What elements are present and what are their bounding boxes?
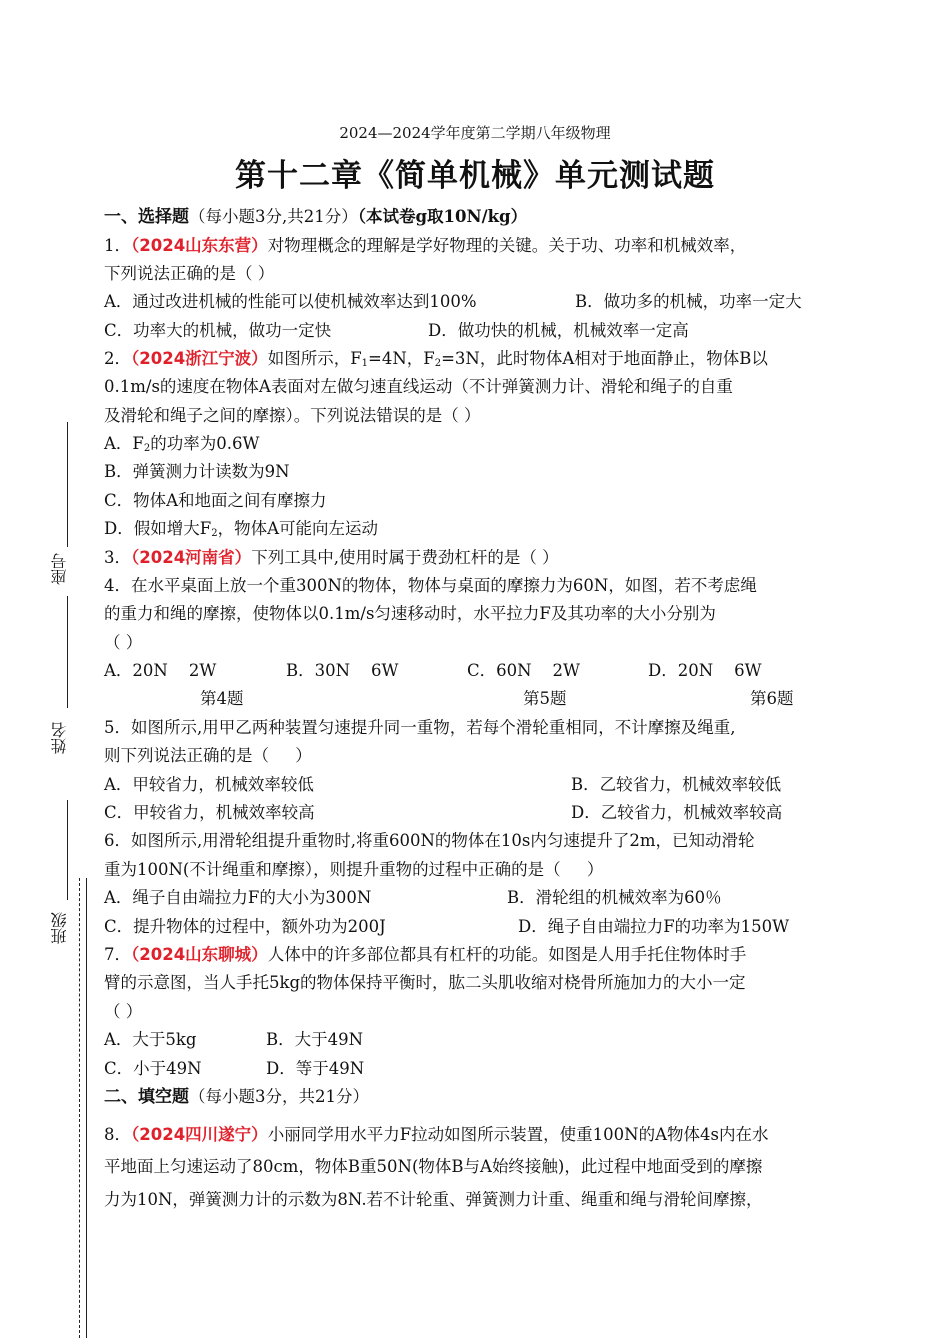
q1-option-d: D．做功快的机械，机械效率一定高	[428, 321, 689, 340]
exam-subtitle: 2024—2024学年度第二学期八年级物理	[339, 124, 611, 142]
q2-number: 2．	[104, 349, 131, 368]
q3-line	[104, 548, 559, 568]
q5-option-c: C．甲较省力，机械效率较高	[104, 803, 315, 822]
q1-line1	[104, 236, 746, 256]
q3-number: 3．	[104, 548, 131, 567]
q7-source: （2024山东聊城）	[131, 945, 268, 964]
q6-option-d: D．绳子自由端拉力F的功率为150W	[518, 917, 790, 936]
q6-option-a: A．绳子自由端拉力F的大小为300N	[104, 888, 372, 907]
q1-option-a: A．通过改进机械的性能可以使机械效率达到100%	[104, 292, 477, 311]
q2-option-a	[104, 434, 259, 459]
section2-heading	[104, 1087, 369, 1107]
q2-d-text1: D．假如增大F	[104, 519, 212, 538]
section1-extra: （本试卷g取10N/kg）	[357, 207, 528, 226]
figure5-caption: 第5题	[523, 689, 567, 708]
q7-option-c: C．小于49N	[104, 1059, 202, 1078]
q2-sub2: 2	[434, 358, 442, 369]
q4-line3: （ ）	[104, 633, 143, 652]
q4-option-c: C．60N 2W	[467, 661, 580, 680]
margin-line-seat-name	[67, 596, 68, 708]
q8-source: （2024四川遂宁）	[131, 1125, 268, 1144]
q7-option-b: B．大于49N	[266, 1030, 364, 1049]
q8-line2: 平地面上匀速运动了80cm，物体B重50N(物体B与A始终接触)，此过程中地面受到的摩擦	[104, 1157, 763, 1176]
q8-text1: 小丽同学用水平力F拉动如图所示装置，使重100N的A物体4s内在水	[267, 1125, 769, 1144]
q1-source: （2024山东东营）	[131, 236, 268, 255]
q6-option-c: C．提升物体的过程中，额外功为200J	[104, 917, 386, 936]
q5-line2: 则下列说法正确的是（ ）	[104, 746, 312, 765]
q4-line2: 的重力和绳的摩擦，使物体以0.1m/s匀速移动时，水平拉力F及其功率的大小分别为	[104, 604, 716, 623]
q1-line2: 下列说法正确的是（ ）	[104, 264, 275, 283]
q4-option-b: B．30N 6W	[286, 661, 399, 680]
q1-number: 1．	[104, 236, 131, 255]
section1-title: 一、选择题	[104, 207, 189, 227]
q5-option-d: D．乙较省力，机械效率较高	[571, 803, 783, 822]
q3-text: 下列工具中,使用时属于费劲杠杆的是（ ）	[251, 548, 559, 567]
q2-option-c: C．物体A和地面之间有摩擦力	[104, 491, 327, 510]
seat-label: 座号	[50, 553, 69, 585]
q2-a-sub: 2	[143, 443, 151, 454]
binding-solid-line	[86, 878, 87, 1338]
q5-option-b: B．乙较省力，机械效率较低	[571, 775, 782, 794]
q2-text1b: =4N，F	[368, 349, 435, 368]
q5-option-a: A．甲较省力，机械效率较低	[104, 775, 314, 794]
q5-line1: 5．如图所示,用甲乙两种装置匀速提升同一重物，若每个滑轮重相同，不计摩擦及绳重,	[104, 718, 736, 737]
q2-d-sub: 2	[211, 528, 218, 539]
q2-a-text1: A．F	[104, 434, 144, 453]
q7-option-d: D．等于49N	[266, 1059, 365, 1078]
q2-text1a: 如图所示，F	[267, 349, 362, 368]
q2-source: （2024浙江宁波）	[131, 349, 268, 368]
q4-option-d: D．20N 6W	[648, 661, 762, 680]
binding-dashed-line	[79, 878, 80, 1338]
q7-line3: （ ）	[104, 1002, 143, 1021]
q2-a-text2: 的功率为0.6W	[150, 434, 260, 453]
q1-option-b: B．做功多的机械，功率一定大	[575, 292, 802, 311]
margin-line-top	[67, 422, 68, 547]
q2-option-b: B．弹簧测力计读数为9N	[104, 462, 290, 481]
q7-number: 7．	[104, 945, 131, 964]
q2-line2: 0.1m/s的速度在物体A表面对左做匀速直线运动（不计弹簧测力计、滑轮和绳子的自重	[104, 377, 733, 396]
q8-number: 8．	[104, 1125, 131, 1144]
q3-source: （2024河南省）	[131, 548, 252, 567]
q2-d-text2: ，物体A可能向左运动	[217, 519, 378, 538]
section1-note: （每小题3分,共21分）	[189, 207, 358, 226]
section1-heading	[104, 207, 527, 227]
class-label: 班级	[50, 912, 69, 944]
q8-line1	[104, 1125, 768, 1145]
q2-line3: 及滑轮和绳子之间的摩擦）。下列说法错误的是（ ）	[104, 406, 481, 425]
q2-sub1: 1	[361, 358, 369, 369]
q7-option-a: A．大于5kg	[104, 1030, 197, 1049]
figure6-caption: 第6题	[750, 689, 794, 708]
q2-option-d	[104, 519, 378, 544]
q7-text1: 人体中的许多部位都具有杠杆的功能。如图是人用手托住物体时手	[267, 945, 747, 964]
margin-line-name-class	[67, 800, 68, 900]
q8-line3: 力为10N，弹簧测力计的示数为8N.若不计轮重、弹簧测力计重、绳重和绳与滑轮间摩擦，	[104, 1190, 763, 1209]
q6-line2: 重为100N(不计绳重和摩擦），则提升重物的过程中正确的是（ ）	[104, 860, 604, 879]
section2-title: 二、填空题	[104, 1087, 189, 1107]
q7-line1	[104, 945, 746, 965]
q4-option-a: A．20N 2W	[104, 661, 217, 680]
q1-text1: 对物理概念的理解是学好物理的关键。关于功、功率和机械效率，	[267, 236, 747, 255]
q6-line1: 6．如图所示,用滑轮组提升重物时,将重600N的物体在10s内匀速提升了2m，已知动滑轮	[104, 831, 755, 850]
name-label: 姓名	[50, 722, 69, 754]
q2-line1	[104, 349, 768, 374]
exam-title: 第十二章《简单机械》单元测试题	[235, 158, 715, 194]
q4-line1: 4．在水平桌面上放一个重300N的物体，物体与桌面的摩擦力为60N，如图，若不考虑绳	[104, 576, 757, 595]
q6-option-b: B．滑轮组的机械效率为60％	[507, 888, 722, 907]
q2-text1c: =3N，此时物体A相对于地面静止，物体B以	[441, 349, 768, 368]
q1-option-c: C．功率大的机械，做功一定快	[104, 321, 332, 340]
section2-note: （每小题3分，共21分）	[189, 1087, 369, 1106]
figure4-caption: 第4题	[200, 689, 244, 708]
q7-line2: 臂的示意图，当人手托5kg的物体保持平衡时，肱二头肌收缩对桡骨所施加力的大小一定	[104, 973, 746, 992]
